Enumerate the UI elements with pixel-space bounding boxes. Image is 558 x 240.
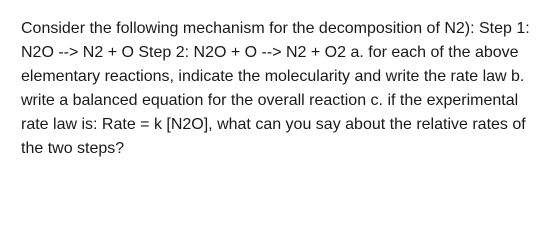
question-text: Consider the following mechanism for the decomposition of N2): Step 1: N2O --> N2 + O Step 2: N2O + O --> N2 + O2 a. for each of the above elementary reactions, indicate the molecularity and write the rate law b. write a balanced equation for the overall reaction c. if the experimental rate law is: Rate = k [N2O], what can you say about the relative rates of the two steps?: [21, 20, 530, 157]
